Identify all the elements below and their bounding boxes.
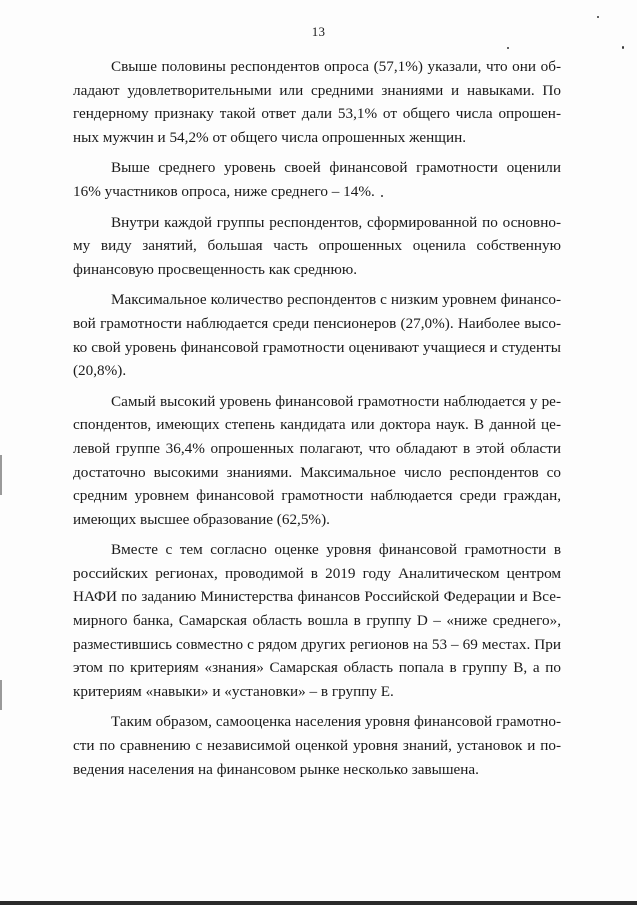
scan-bottom-edge xyxy=(0,901,637,905)
scan-edge-mark xyxy=(0,455,2,495)
scan-speck xyxy=(381,195,383,197)
page-number: 13 xyxy=(311,24,326,39)
paragraph-4: Максимальное количество респондентов с низким уровнем финансовой грамотности наблюдается среди пенсионеров (27,0%). Наиболее высоко свой уровень финансовой грамотности оценивают учащиеся и студенты (20,8%). xyxy=(73,291,561,380)
paragraph-3: Внутри каждой группы респондентов, сформированной по основному виду занятий, большая часть опрошенных оценила собственную финансовую просвещенность как среднюю. xyxy=(73,213,561,278)
scan-edge-mark xyxy=(0,680,2,710)
paragraph-5: Самый высокий уровень финансовой грамотности наблюдается у респондентов, имеющих степень кандидата или доктора наук. В данной целевой группе 36,4% опрошенных полагают, что обладают в этой области достаточно высокими знаниями. Максимальное число респондентов со средним уровнем финансовой грамотности наблюдается среди граждан, имеющих высшее образование (62,5%). xyxy=(73,392,561,528)
paragraph-2: Выше среднего уровень своей финансовой грамотности оценили 16% участников опроса, ниже среднего – 14%. xyxy=(73,159,561,200)
document-body xyxy=(73,55,561,788)
paragraph-7: Таким образом, самооценка населения уровня финансовой грамотности по сравнению с независимой оценкой уровня знаний, установок и поведения населения на финансовом рынке несколько завышена. xyxy=(73,713,561,778)
paragraph-1: Свыше половины респондентов опроса (57,1%) указали, что они обладают удовлетворительными или средними знаниями и навыками. По гендерному признаку такой ответ дали 53,1% от общего числа опрошенных мужчин и 54,2% от общего числа опрошенных женщин. xyxy=(73,58,561,146)
scan-speck xyxy=(507,47,509,49)
paragraph-6: Вместе с тем согласно оценке уровня финансовой грамотности в российских регионах, проводимой в 2019 году Аналитическом центром НАФИ по заданию Министерства финансов Российской Федерации и Всемирного банка, Самарская область вошла в группу D – «ниже среднего», разместившись совместно с рядом других регионов на 53 – 69 местах. При этом по критериям «знания» Самарская область попала в группу B, а по критериям «навыки» и «установки» – в группу E. xyxy=(73,541,561,700)
scan-speck xyxy=(597,16,599,18)
scan-speck xyxy=(622,46,624,49)
